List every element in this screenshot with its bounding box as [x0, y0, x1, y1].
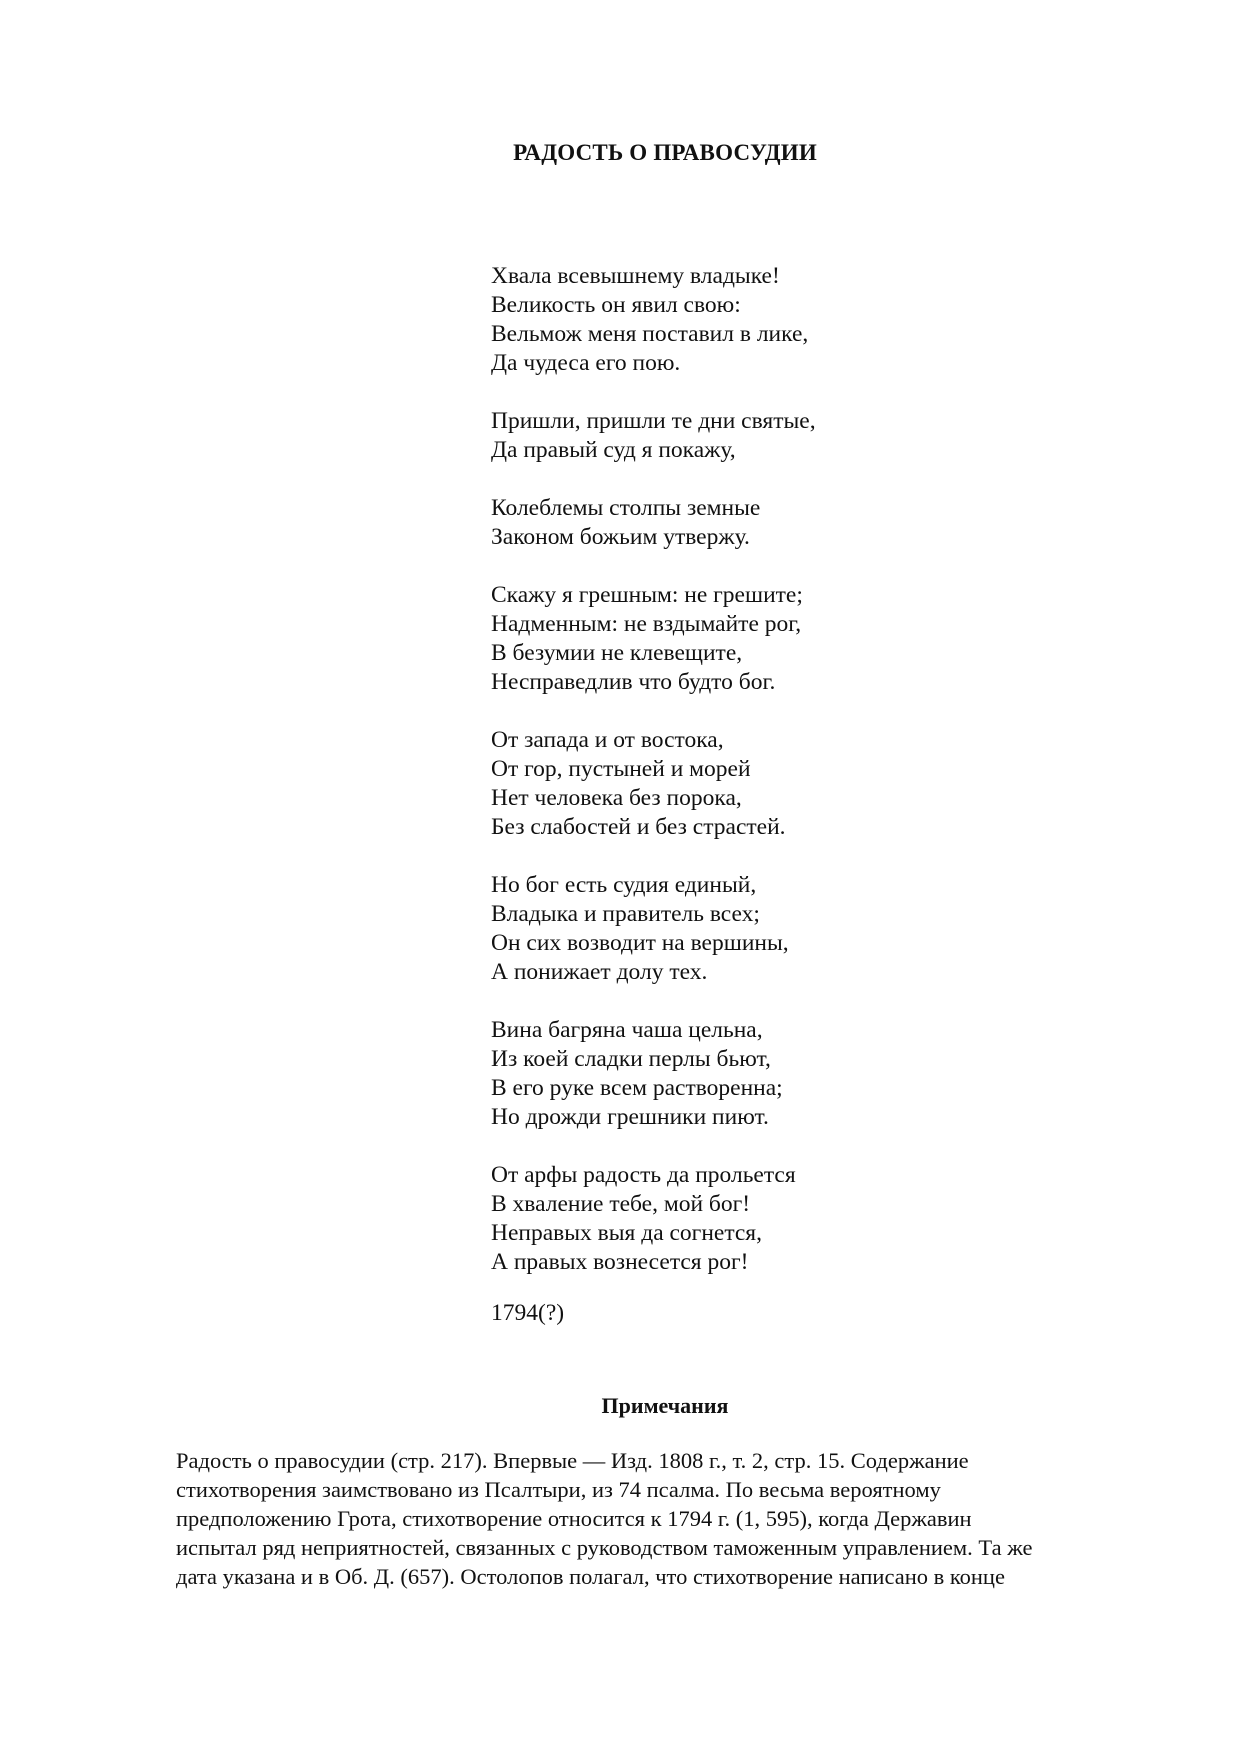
notes-text	[176, 1446, 1176, 1591]
poem-line: Колеблемы столпы земные	[491, 495, 761, 521]
poem-line: Но дрожди грешники пиют.	[491, 1104, 769, 1130]
page-title: РАДОСТЬ О ПРАВОСУДИИ	[513, 140, 817, 165]
poem-date: 1794(?)	[491, 1300, 565, 1326]
stanza-5	[491, 726, 1191, 842]
poem-line: Скажу я грешным: не грешите;	[491, 582, 803, 608]
note-line: стихотворения заимствовано из Псалтыри, из 74 псалма. По весьма вероятному	[176, 1477, 941, 1502]
poem-line: Владыка и правитель всех;	[491, 901, 760, 927]
note-line: Радость о правосудии (стр. 217). Впервые — Изд. 1808 г., т. 2, стр. 15. Содержание	[176, 1448, 969, 1473]
poem-line: От запада и от востока,	[491, 727, 724, 753]
stanza-4	[491, 581, 1191, 697]
poem-line: Да правый суд я покажу,	[491, 437, 736, 463]
poem-line: Надменным: не вздымайте рог,	[491, 611, 802, 637]
poem-line: Пришли, пришли те дни святые,	[491, 408, 816, 434]
poem-line: А правых вознесется рог!	[491, 1249, 749, 1275]
poem-line: От арфы радость да прольется	[491, 1162, 796, 1188]
note-line: предположению Грота, стихотворение относится к 1794 г. (1, 595), когда Державин	[176, 1506, 972, 1531]
poem-line: Несправедлив что будто бог.	[491, 669, 776, 695]
poem-line: Законом божьим утвержу.	[491, 524, 750, 550]
poem-line: Но бог есть судия единый,	[491, 872, 757, 898]
poem-line: А понижает долу тех.	[491, 959, 708, 985]
stanza-2	[491, 407, 1191, 465]
poem-line: Без слабостей и без страстей.	[491, 814, 786, 840]
note-line: дата указана и в Об. Д. (657). Остолопов полагал, что стихотворение написано в конце	[176, 1564, 1005, 1589]
poem-line: Нет человека без порока,	[491, 785, 742, 811]
stanza-3	[491, 494, 1191, 552]
poem-line: В безумии не клевещите,	[491, 640, 743, 666]
poem-line: Он сих возводит на вершины,	[491, 930, 789, 956]
poem	[491, 262, 1191, 1328]
poem-line: Вельмож меня поставил в лике,	[491, 321, 809, 347]
poem-line: От гор, пустыней и морей	[491, 756, 751, 782]
stanza-7	[491, 1016, 1191, 1132]
poem-line: Неправых выя да согнется,	[491, 1220, 762, 1246]
poem-line: Хвала всевышнему владыке!	[491, 263, 780, 289]
stanza-6	[491, 871, 1191, 987]
poem-line: Да чудеса его пою.	[491, 350, 681, 376]
note-line: испытал ряд неприятностей, связанных с руководством таможенным управлением. Та же	[176, 1535, 1033, 1560]
notes-heading: Примечания	[601, 1393, 729, 1418]
stanza-8	[491, 1161, 1191, 1277]
poem-line: Из коей сладки перлы бьют,	[491, 1046, 771, 1072]
poem-line: В хваление тебе, мой бог!	[491, 1191, 751, 1217]
poem-line: Вина багряна чаша цельна,	[491, 1017, 763, 1043]
poem-line: В его руке всем растворенна;	[491, 1075, 783, 1101]
poem-line: Великость он явил свою:	[491, 292, 741, 318]
stanza-1	[491, 262, 1191, 378]
